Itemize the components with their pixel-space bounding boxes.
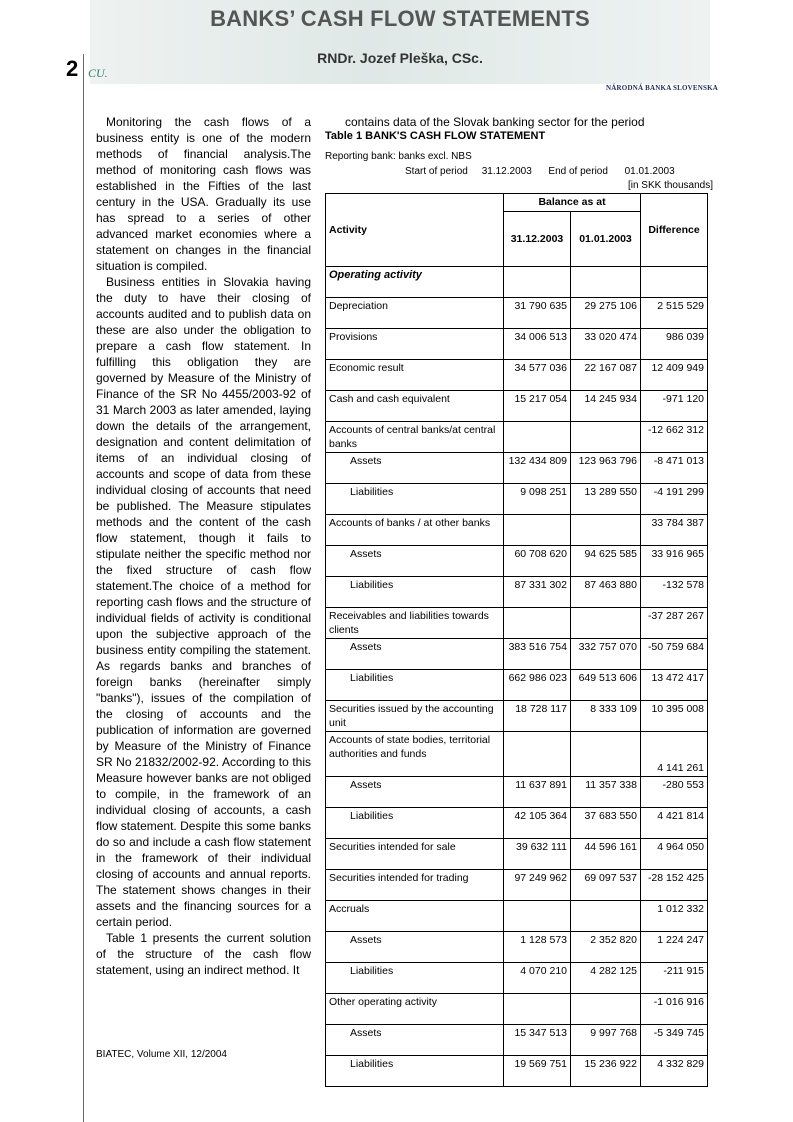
table-row xyxy=(326,360,708,391)
row-value-2003-12: 60 708 620 xyxy=(504,546,571,577)
table-row xyxy=(326,422,708,453)
row-difference: -971 120 xyxy=(641,391,708,422)
row-difference: 33 916 965 xyxy=(641,546,708,577)
row-difference: 2 515 529 xyxy=(641,298,708,329)
row-value-2003-01: 37 683 550 xyxy=(571,808,641,839)
row-label: Accounts of banks / at other banks xyxy=(326,515,504,546)
row-value-2003-12 xyxy=(504,608,571,639)
row-label: Securities issued by the accounting unit xyxy=(326,701,504,732)
table-row xyxy=(326,608,708,639)
table-row xyxy=(326,546,708,577)
table-row xyxy=(326,870,708,901)
row-value-2003-12 xyxy=(504,515,571,546)
row-label: Depreciation xyxy=(326,298,504,329)
section-label: Operating activity xyxy=(326,267,504,298)
row-label: Securities intended for sale xyxy=(326,839,504,870)
row-label: Liabilities xyxy=(326,1056,504,1087)
row-value-2003-01: 22 167 087 xyxy=(571,360,641,391)
table-row xyxy=(326,484,708,515)
row-difference: -8 471 013 xyxy=(641,453,708,484)
table-row xyxy=(326,1025,708,1056)
row-value-2003-12: 11 637 891 xyxy=(504,777,571,808)
row-difference: 1 012 332 xyxy=(641,901,708,932)
col-header-activity: Activity xyxy=(326,194,504,267)
row-value-2003-01 xyxy=(571,422,641,453)
row-label: Cash and cash equivalent xyxy=(326,391,504,422)
row-label: Accounts of state bodies, territorial authorities and funds xyxy=(326,732,504,777)
row-difference: 33 784 387 xyxy=(641,515,708,546)
row-difference: -12 662 312 xyxy=(641,422,708,453)
article-body xyxy=(96,114,311,978)
row-difference: -132 578 xyxy=(641,577,708,608)
row-value-2003-01: 123 963 796 xyxy=(571,453,641,484)
reporting-bank: Reporting bank: banks excl. NBS xyxy=(325,151,472,162)
table-row xyxy=(326,808,708,839)
row-difference: 4 141 261 xyxy=(641,732,708,777)
row-value-2003-12 xyxy=(504,732,571,777)
table-row xyxy=(326,639,708,670)
row-value-2003-01: 2 352 820 xyxy=(571,932,641,963)
row-label: Liabilities xyxy=(326,577,504,608)
row-value-2003-01: 29 275 106 xyxy=(571,298,641,329)
footer-citation: BIATEC, Volume XII, 12/2004 xyxy=(96,1049,227,1060)
col-header-date2: 01.01.2003 xyxy=(571,212,641,267)
row-difference: 13 472 417 xyxy=(641,670,708,701)
table-row xyxy=(326,1056,708,1087)
row-value-2003-12: 87 331 302 xyxy=(504,577,571,608)
paragraph: Table 1 presents the current solution of the structure of the cash flow statement, using an indirect method. It xyxy=(96,931,311,977)
row-label: Liabilities xyxy=(326,963,504,994)
row-value-2003-12: 9 098 251 xyxy=(504,484,571,515)
page-title: BANKS’ CASH FLOW STATEMENTS xyxy=(210,6,590,31)
row-value-2003-01: 8 333 109 xyxy=(571,701,641,732)
row-difference: 12 409 949 xyxy=(641,360,708,391)
row-label: Liabilities xyxy=(326,484,504,515)
row-value-2003-01: 649 513 606 xyxy=(571,670,641,701)
table-row xyxy=(326,963,708,994)
row-label: Securities intended for trading xyxy=(326,870,504,901)
row-value-2003-12: 662 986 023 xyxy=(504,670,571,701)
row-value-2003-01 xyxy=(571,994,641,1025)
table-row xyxy=(326,777,708,808)
row-value-2003-01: 33 020 474 xyxy=(571,329,641,360)
page-number: 2 xyxy=(66,56,79,81)
row-value-2003-01: 94 625 585 xyxy=(571,546,641,577)
row-label: Liabilities xyxy=(326,808,504,839)
row-value-2003-12 xyxy=(504,994,571,1025)
table-row xyxy=(326,701,708,732)
row-label: Liabilities xyxy=(326,670,504,701)
row-label: Economic result xyxy=(326,360,504,391)
row-value-2003-12: 42 105 364 xyxy=(504,808,571,839)
row-label: Assets xyxy=(326,546,504,577)
table-row xyxy=(326,391,708,422)
row-value-2003-01 xyxy=(571,608,641,639)
period-line: Start of period 31.12.2003 End of period 01.01.2003 xyxy=(405,166,675,177)
table-row xyxy=(326,670,708,701)
row-label: Assets xyxy=(326,1025,504,1056)
table-row xyxy=(326,839,708,870)
row-value-2003-12: 19 569 751 xyxy=(504,1056,571,1087)
row-difference: -1 016 916 xyxy=(641,994,708,1025)
right-intro-text: contains data of the Slovak banking sector for the period xyxy=(345,115,645,129)
row-difference: -4 191 299 xyxy=(641,484,708,515)
row-difference: 10 395 008 xyxy=(641,701,708,732)
table-title: Table 1 BANK'S CASH FLOW STATEMENT xyxy=(325,130,546,142)
row-value-2003-01 xyxy=(571,901,641,932)
row-difference: 1 224 247 xyxy=(641,932,708,963)
row-value-2003-01: 69 097 537 xyxy=(571,870,641,901)
row-label: Assets xyxy=(326,639,504,670)
row-value-2003-12: 34 577 036 xyxy=(504,360,571,391)
row-difference: -37 287 267 xyxy=(641,608,708,639)
row-value-2003-12: 18 728 117 xyxy=(504,701,571,732)
row-difference: -211 915 xyxy=(641,963,708,994)
row-difference: -280 553 xyxy=(641,777,708,808)
row-value-2003-12: 1 128 573 xyxy=(504,932,571,963)
row-value-2003-12: 132 434 809 xyxy=(504,453,571,484)
row-value-2003-12: 34 006 513 xyxy=(504,329,571,360)
row-label: Accruals xyxy=(326,901,504,932)
row-difference: 4 332 829 xyxy=(641,1056,708,1087)
table-row xyxy=(326,901,708,932)
paragraph: Business entities in Slovakia having the duty to have their closing of accounts audited and to publish data on these are also under the obligation to prepare a cash flow statement. In fulfilling this obligation they are governed by Measure of the Ministry of Finance of the SR No 4455/2003-92 of 31 March 2003 as later amended, laying down the details of the arrangement, designation and content delimitation of items of an individual closing of accounts and scope of data from these individual closing of accounts that need be published. The Measure stipulates methods and the content of the cash flow statement, though it fails to stipulate neither the specific method nor the fixed structure of cash flow statement.The choice of a method for reporting cash flows and the structure of individual fields of activity is conditional upon the subjective approach of the business entity compiling the statement. As regards banks and branches of foreign banks (hereinafter simply "banks"), issues of the compilation of the closing of accounts and the publication of information are governed by Measure of the Ministry of Finance SR No 21832/2002-92. According to this Measure however banks are not obliged to compile, in the framework of an individual closing of accounts, a cash flow statement. Despite this some banks do so and include a cash flow statement in the framework of their individual closing of accounts and annual reports. The statement shows changes in their assets and the financing sources for a certain period. xyxy=(96,275,311,929)
section-row xyxy=(326,267,708,298)
row-label: Other operating activity xyxy=(326,994,504,1025)
table-row xyxy=(326,732,708,777)
row-value-2003-12: 39 632 111 xyxy=(504,839,571,870)
row-value-2003-01 xyxy=(571,732,641,777)
row-difference: 4 421 814 xyxy=(641,808,708,839)
row-value-2003-01: 14 245 934 xyxy=(571,391,641,422)
row-label: Receivables and liabilities towards clients xyxy=(326,608,504,639)
row-label: Accounts of central banks/at central banks xyxy=(326,422,504,453)
row-value-2003-01: 13 289 550 xyxy=(571,484,641,515)
row-value-2003-01: 9 997 768 xyxy=(571,1025,641,1056)
row-value-2003-12: 15 347 513 xyxy=(504,1025,571,1056)
row-value-2003-12: 383 516 754 xyxy=(504,639,571,670)
row-value-2003-01: 332 757 070 xyxy=(571,639,641,670)
units-label: [in SKK thousands] xyxy=(627,180,713,191)
row-label: Assets xyxy=(326,453,504,484)
table-row xyxy=(326,453,708,484)
row-value-2003-12: 4 070 210 xyxy=(504,963,571,994)
margin-rule xyxy=(83,54,84,1122)
row-label: Assets xyxy=(326,932,504,963)
table-row xyxy=(326,932,708,963)
author-name: RNDr. Jozef Pleška, CSc. xyxy=(317,50,483,66)
paragraph: Monitoring the cash flows of a business entity is one of the modern methods of financial analysis.The method of monitoring cash flows was established in the Fifties of the last century in the USA. Gradually its use has spread to a series of other advanced market economies where a statement on changes in the financial situation is compiled. xyxy=(96,115,311,273)
row-label: Provisions xyxy=(326,329,504,360)
row-value-2003-12 xyxy=(504,901,571,932)
table-row xyxy=(326,329,708,360)
row-difference: 986 039 xyxy=(641,329,708,360)
row-difference: -28 152 425 xyxy=(641,870,708,901)
table-row xyxy=(326,298,708,329)
row-value-2003-01 xyxy=(571,515,641,546)
row-value-2003-12 xyxy=(504,422,571,453)
cu-logo: CU. xyxy=(88,66,108,80)
col-header-date1: 31.12.2003 xyxy=(504,212,571,267)
row-value-2003-12: 97 249 962 xyxy=(504,870,571,901)
cash-flow-table xyxy=(325,193,708,1087)
row-value-2003-01: 11 357 338 xyxy=(571,777,641,808)
row-value-2003-12: 31 790 635 xyxy=(504,298,571,329)
publisher-logo: NÁRODNÁ BANKA SLOVENSKA xyxy=(606,84,718,92)
col-header-balance: Balance as at xyxy=(504,194,641,212)
row-value-2003-01: 15 236 922 xyxy=(571,1056,641,1087)
row-value-2003-01: 87 463 880 xyxy=(571,577,641,608)
row-label: Assets xyxy=(326,777,504,808)
col-header-difference: Difference xyxy=(641,194,708,267)
row-value-2003-12: 15 217 054 xyxy=(504,391,571,422)
row-difference: -50 759 684 xyxy=(641,639,708,670)
row-value-2003-01: 4 282 125 xyxy=(571,963,641,994)
row-difference: -5 349 745 xyxy=(641,1025,708,1056)
table-row xyxy=(326,577,708,608)
row-difference: 4 964 050 xyxy=(641,839,708,870)
table-row xyxy=(326,515,708,546)
table-row xyxy=(326,994,708,1025)
row-value-2003-01: 44 596 161 xyxy=(571,839,641,870)
